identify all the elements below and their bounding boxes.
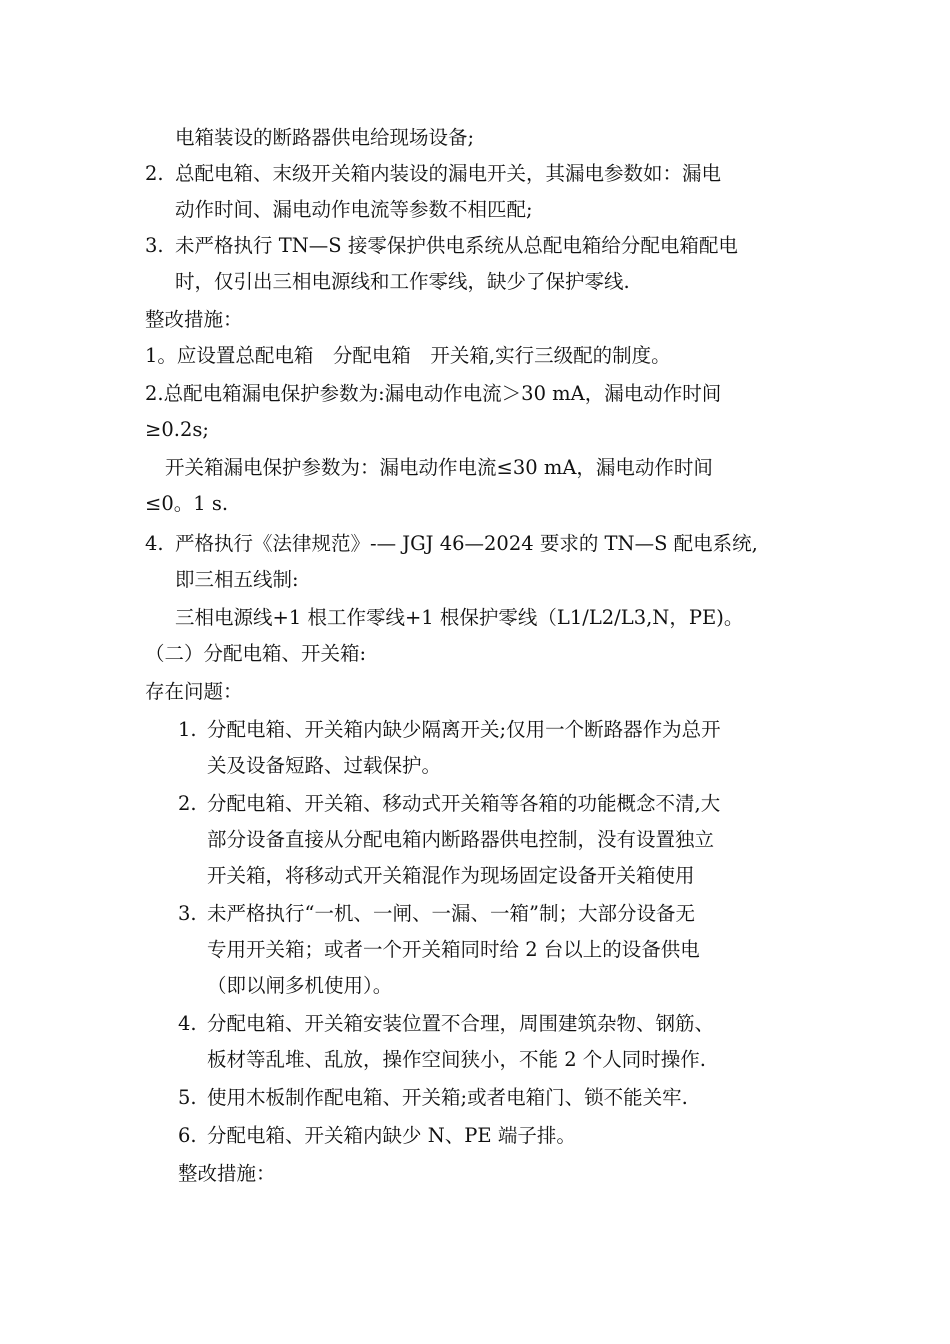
problems-heading: 存在问题：	[145, 680, 243, 703]
list-item-text: 未严格执行 TN—S 接零保护供电系统从总配电箱给分配电箱配电	[175, 234, 738, 257]
list-item-text: 动作时间、漏电动作电流等参数不相匹配;	[175, 198, 533, 221]
list-item-text: 分配电箱、开关箱内缺少隔离开关;仅用一个断路器作为总开	[207, 718, 721, 741]
measure-item: 开关箱漏电保护参数为：漏电动作电流≤30 mA，漏电动作时间	[165, 456, 713, 479]
list-item-text: 使用木板制作配电箱、开关箱;或者电箱门、锁不能关牢.	[207, 1086, 688, 1109]
list-number: 1.	[178, 718, 197, 741]
list-number: 4.	[145, 532, 164, 555]
list-item-text: （即以闸多机使用）。	[207, 974, 393, 997]
list-number: 4.	[178, 1012, 197, 1035]
section-heading: （二）分配电箱、开关箱:	[145, 642, 367, 665]
list-number: 3.	[178, 902, 197, 925]
measure-item: ≤0。1 s.	[145, 492, 229, 515]
list-number: 3.	[145, 234, 164, 257]
list-item-text: 未严格执行“一机、一闸、一漏、一箱”制；大部分设备无	[207, 902, 695, 925]
measure-item: 2.总配电箱漏电保护参数为:漏电动作电流＞30 mA，漏电动作时间	[145, 382, 722, 405]
list-number: 6.	[178, 1124, 197, 1147]
list-item-text: 分配电箱、开关箱安装位置不合理，周围建筑杂物、钢筋、	[207, 1012, 715, 1035]
list-item-text: 关及设备短路、过载保护。	[207, 754, 442, 777]
list-item-text: 板材等乱堆、乱放，操作空间狭小，不能 2 个人同时操作.	[207, 1048, 707, 1071]
list-item-text: 开关箱，将移动式开关箱混作为现场固定设备开关箱使用	[207, 864, 695, 887]
measure-item: 三相电源线+1 根工作零线+1 根保护零线（L1/L2/L3,N，PE)。	[175, 606, 744, 629]
list-item-text: 时，仅引出三相电源线和工作零线，缺少了保护零线.	[175, 270, 630, 293]
measure-item: 即三相五线制:	[175, 568, 299, 591]
list-item-text: 分配电箱、开关箱内缺少 N、PE 端子排。	[207, 1124, 576, 1147]
measure-item: 1。应设置总配电箱 分配电箱 开关箱,实行三级配的制度。	[145, 344, 671, 367]
text-line: 电箱装设的断路器供电给现场设备;	[175, 126, 475, 149]
measure-item: 严格执行《法律规范》-— JGJ 46—2024 要求的 TN—S 配电系统,	[175, 532, 758, 555]
list-item-text: 分配电箱、开关箱、移动式开关箱等各箱的功能概念不清,大	[207, 792, 721, 815]
measures-heading: 整改措施：	[145, 308, 243, 331]
list-number: 5.	[178, 1086, 197, 1109]
list-item-text: 部分设备直接从分配电箱内断路器供电控制，没有设置独立	[207, 828, 715, 851]
list-item-text: 总配电箱、末级开关箱内装设的漏电开关，其漏电参数如：漏电	[175, 162, 722, 185]
list-number: 2.	[145, 162, 164, 185]
measures-heading: 整改措施：	[178, 1162, 276, 1185]
list-item-text: 专用开关箱；或者一个开关箱同时给 2 台以上的设备供电	[207, 938, 700, 961]
measure-item: ≥0.2s;	[145, 418, 209, 441]
list-number: 2.	[178, 792, 197, 815]
